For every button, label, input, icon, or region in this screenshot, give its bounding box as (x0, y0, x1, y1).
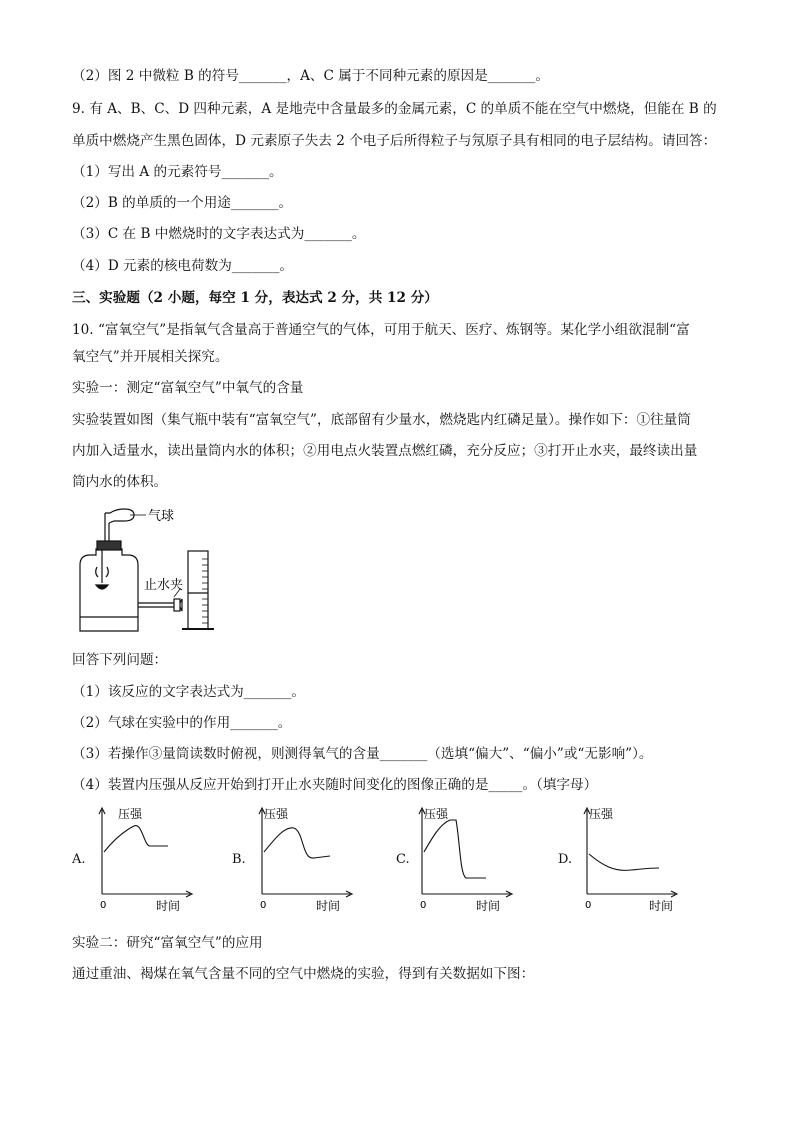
q8-part2: （2）图 2 中微粒 B 的符号_______，A、C 属于不同种元素的原因是_______。 (72, 68, 549, 84)
q9-part1: （1）写出 A 的元素符号_______。 (72, 164, 283, 180)
graph-d-curve (589, 854, 659, 870)
graph-c-letter: C. (396, 852, 410, 867)
experiment1-desc-line3: 筒内水的体积。 (72, 474, 168, 490)
questions-intro: 回答下列问题： (72, 652, 168, 668)
graph-d-letter: D. (558, 852, 573, 867)
graph-d-origin: 0 (585, 900, 592, 911)
graph-c-xlabel: 时间 (476, 899, 501, 913)
graph-b-letter: B. (232, 852, 246, 867)
q10-stem-line2: 氧空气”并开展相关探究。 (72, 349, 229, 365)
graph-d (575, 802, 690, 914)
q10-part3: （3）若操作③量筒读数时俯视，则测得氧气的含量_______（选填“偏大”、“偏小”或“无影响”）。 (72, 746, 653, 762)
experiment1-title: 实验一：测定“富氧空气”中氧气的含量 (72, 380, 304, 396)
q9-stem-line1: 9. 有 A、B、C、D 四种元素，A 是地壳中含量最多的金属元素，C 的单质不能在空气中燃烧，但能在 B 的 (72, 101, 717, 117)
graph-c (410, 802, 525, 914)
balloon-label: 气球 (148, 509, 175, 524)
graph-a-xlabel: 时间 (156, 899, 181, 913)
section-heading: 三、实验题（2 小题，每空 1 分，表达式 2 分，共 12 分） (72, 290, 438, 306)
graph-b-origin: 0 (260, 900, 267, 911)
graph-d-xlabel: 时间 (649, 899, 674, 913)
q9-part4: （4）D 元素的核电荷数为_______。 (72, 258, 293, 274)
graph-b (250, 802, 365, 914)
q10-part4: （4）装置内压强从反应开始到打开止水夹随时间变化的图像正确的是_____。（填字母） (72, 777, 598, 793)
graph-a-letter: A. (72, 852, 86, 867)
experiment1-desc-line1: 实验装置如图（集气瓶中装有“富氧空气”，底部留有少量水，燃烧匙内红磷足量）。操作如下：①往量筒 (72, 412, 691, 428)
q10-stem-line1: 10. “富氧空气”是指氧气含量高于普通空气的气体，可用于航天、医疗、炼钢等。某化学小组欲混制“富 (72, 322, 690, 338)
q10-part1: （1）该反应的文字表达式为_______。 (72, 684, 305, 700)
graph-b-xlabel: 时间 (316, 899, 341, 913)
graph-d-ylabel: 压强 (589, 807, 614, 821)
experiment2-title: 实验二：研究“富氧空气”的应用 (72, 935, 263, 951)
graph-a (90, 802, 205, 914)
graph-b-ylabel: 压强 (264, 807, 289, 821)
graph-options (70, 802, 770, 917)
graph-a-ylabel: 压强 (118, 807, 143, 821)
experiment2-desc: 通过重油、褐煤在氧气含量不同的空气中燃烧的实验，得到有关数据如下图： (72, 966, 535, 982)
q9-stem-line2: 单质中燃烧产生黑色固体，D 元素原子失去 2 个电子后所得粒子与氖原子具有相同的电子层结构。请回答： (72, 133, 717, 149)
q9-part2: （2）B 的单质的一个用途_______。 (72, 195, 293, 211)
experiment1-desc-line2: 内加入适量水，读出量筒内水的体积；②用电点火装置点燃红磷，充分反应；③打开止水夹，最终读出量 (72, 443, 698, 459)
graph-c-curve (424, 820, 486, 878)
q9-part3: （3）C 在 B 中燃烧时的文字表达式为_______。 (72, 226, 366, 242)
graph-b-curve (264, 828, 330, 858)
graph-a-origin: 0 (100, 900, 107, 911)
q10-part2: （2）气球在实验中的作用_______。 (72, 715, 292, 731)
graph-c-ylabel: 压强 (424, 807, 449, 821)
graph-c-origin: 0 (420, 900, 427, 911)
apparatus-diagram (70, 503, 230, 638)
graph-a-curve (104, 826, 168, 852)
clamp-label: 止水夹 (144, 578, 184, 593)
